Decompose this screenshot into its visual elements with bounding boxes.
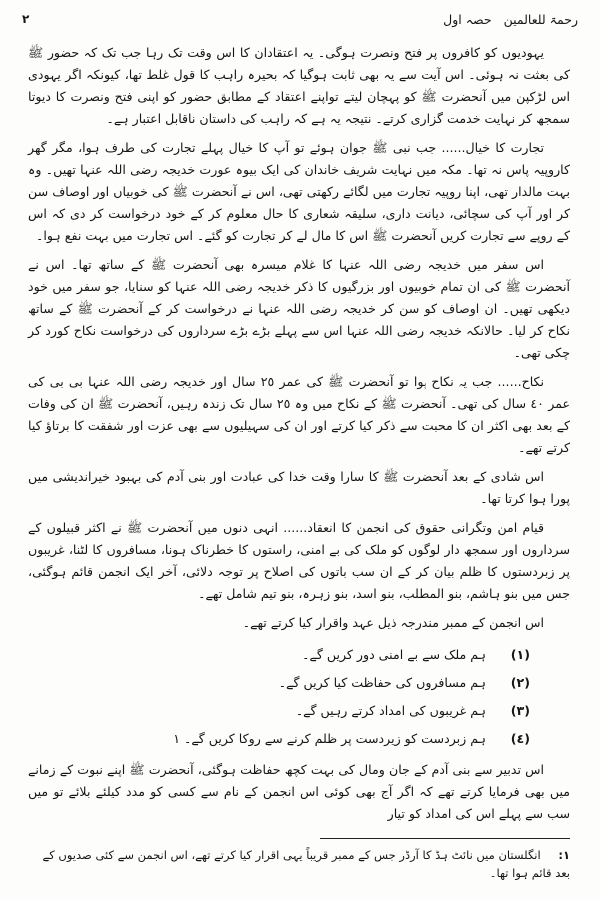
- page-header: [22, 6, 578, 32]
- paragraph-1: یہودیوں کو کافروں پر فتح ونصرت ہوگی۔ یہ اعتقادان کا اس وقت تک رہا جب تک کہ حضور ﷺ کی بعثت نہ ہوئی۔ اس آیت سے یہ بھی ثابت ہوگیا کہ بحیرہ راہب کا قول غلط تھا، کیونکہ اگر یہودی اس لڑکپن میں آنحضرت ﷺ کو پہچان لیتے تواپنے اعتقاد کے مطابق حضور کو اپنی فتح ونصرت کا دیوتا سمجھ کر نہایت خدمت گزاری کرتے۔ نتیجہ یہ ہے کہ راہب کی داستان ناقابل اعتبار ہے۔: [28, 45, 570, 126]
- list-text: ہم ملک سے بے امنی دور کریں گے۔: [302, 647, 486, 662]
- paragraph-pledge-intro: اس انجمن کے ممبر مندرجہ ذیل عہد واقرار کیا کرتے تھے۔: [242, 615, 544, 630]
- paragraph-journey: اس سفر میں خدیجہ رضی اللہ عنہا کا غلام میسرہ بھی آنحضرت ﷺ کے ساتھ تھا۔ اس نے آنحضرت ﷺ کی ان تمام خوبیوں اور بزرگیوں کا ذکر خدیجہ رضی اللہ عنہا کو سنایا، جو سفر میں خود دیکھی تھیں۔ ان اوصاف کو سن کر خدیجہ رضی اللہ عنہا نے درخواست کر کے آنحضرت ﷺ کے ساتھ نکاح کر لیا۔ حالانکہ خدیجہ رضی اللہ عنہا اس سے پہلے بڑے بڑے سرداروں کی درخواست نکاح کورد کر چکی تھی۔: [28, 257, 570, 360]
- paragraph-marriage: نکاح...... جب یہ نکاح ہوا تو آنحضرت ﷺ کی عمر ٢٥ سال اور خدیجہ رضی اللہ عنہا بی بی کی عمر ٤٠ سال کی تھی۔ آنحضرت ﷺ کے نکاح میں وہ ٢٥ سال تک زندہ رہیں، آنحضرت ﷺ ان کی وفات کے بعد بھی اکثر ان کا محبت سے ذکر کیا کرتے اور ان کی سہیلیوں سے بھی عزت اور شفقت کا برتاؤ کیا کرتے تھے۔: [28, 374, 570, 455]
- list-text: ہم زبردست کو زیردست پر ظلم کرنے سے روکا کریں گے۔ ١: [173, 731, 486, 746]
- header-title: [443, 12, 578, 27]
- pledge-list: [28, 641, 570, 753]
- book-section: حصہ اول: [443, 11, 492, 27]
- list-text: ہم غریبوں کی امداد کرتے رہیں گے۔: [295, 703, 486, 718]
- list-number: (١): [510, 647, 530, 662]
- page-body: [28, 42, 570, 832]
- paragraph-closing: اس تدبیر سے بنی آدم کے جان ومال کی بہت کچھ حفاظت ہوگئی، آنحضرت ﷺ اپنے نبوت کے زمانے میں بھی فرمایا کرتے تھے کہ اگر آج بھی کوئی اس انجمن کے نام سے کسی کو مدد کیلئے بلائے تو میں سب سے پہلے اس کی امداد کو تیار: [28, 762, 570, 821]
- list-number: (٢): [510, 675, 530, 690]
- list-text: ہم مسافروں کی حفاظت کیا کریں گے۔: [278, 675, 486, 690]
- paragraph-after-marriage: اس شادی کے بعد آنحضرت ﷺ کا سارا وقت خدا کی عبادت اور بنی آدم کی بہبود خیراندیشی میں پورا ہوا کرتا تھا۔: [28, 469, 570, 506]
- page-edge-mark: ٢: [22, 12, 30, 26]
- list-item: [28, 641, 530, 669]
- paragraph-trade: تجارت کا خیال...... جب نبی ﷺ جوان ہوئے تو آپ کا خیال پہلے تجارت کی طرف ہوا، مگر گھر کاروپیہ پاس نہ تھا۔ مکہ میں نہایت شریف خاندان کی ایک بیوہ عورت خدیجہ رضی اللہ عنہا تھیں۔ وہ بہت مالدار تھی، اپنا روپیہ تجارت میں لگائے رکھتی تھی، اس نے آنحضرت ﷺ کی خوبیاں اور اوصاف سن کر اور آپ کی سچائی، دیانت داری، سلیقہ شعاری کا حال معلوم کر کے خود درخواست کر دی کہ اس کے روپے سے تجارت کریں آنحضرت ﷺ اس کا مال لے کر تجارت کو گئے۔ اس تجارت میں بہت نفع ہوا۔: [28, 140, 570, 243]
- footnote-text: انگلستان میں نائٹ ہڈ کا آرڈر جس کے ممبر قریباً یہی اقرار کیا کرتے تھے، اس انجمن سے کئی صدیوں کے بعد قائم ہوا تھا۔: [42, 848, 570, 880]
- list-item: [28, 725, 530, 753]
- list-item: [28, 669, 530, 697]
- list-number: (٣): [510, 703, 530, 718]
- book-title: رحمۃ للعالمین: [503, 11, 578, 27]
- footnote-marker: ١:: [558, 848, 570, 862]
- footnote-divider: [320, 838, 570, 839]
- paragraph-alliance: قیام امن وتگرانی حقوق کی انجمن کا انعقاد...... انہی دنوں میں آنحضرت ﷺ نے اکثر قبیلوں کے سرداروں اور سمجھ دار لوگوں کو ملک کی بے امنی، راستوں کا خطرناک ہونا، مسافروں کا لٹنا، غریبوں پر زبردستوں کا ظلم بیان کر کے ان سب باتوں کی اصلاح پر توجہ دلائی، آخر ایک انجمن قائم ہوگئی، جس میں بنو ہاشم، بنو المطلب، بنو اسد، بنو زہرہ، بنو تیم شامل تھے۔: [28, 520, 570, 601]
- list-number: (٤): [510, 731, 530, 746]
- list-item: [28, 697, 530, 725]
- footnote: [28, 846, 570, 882]
